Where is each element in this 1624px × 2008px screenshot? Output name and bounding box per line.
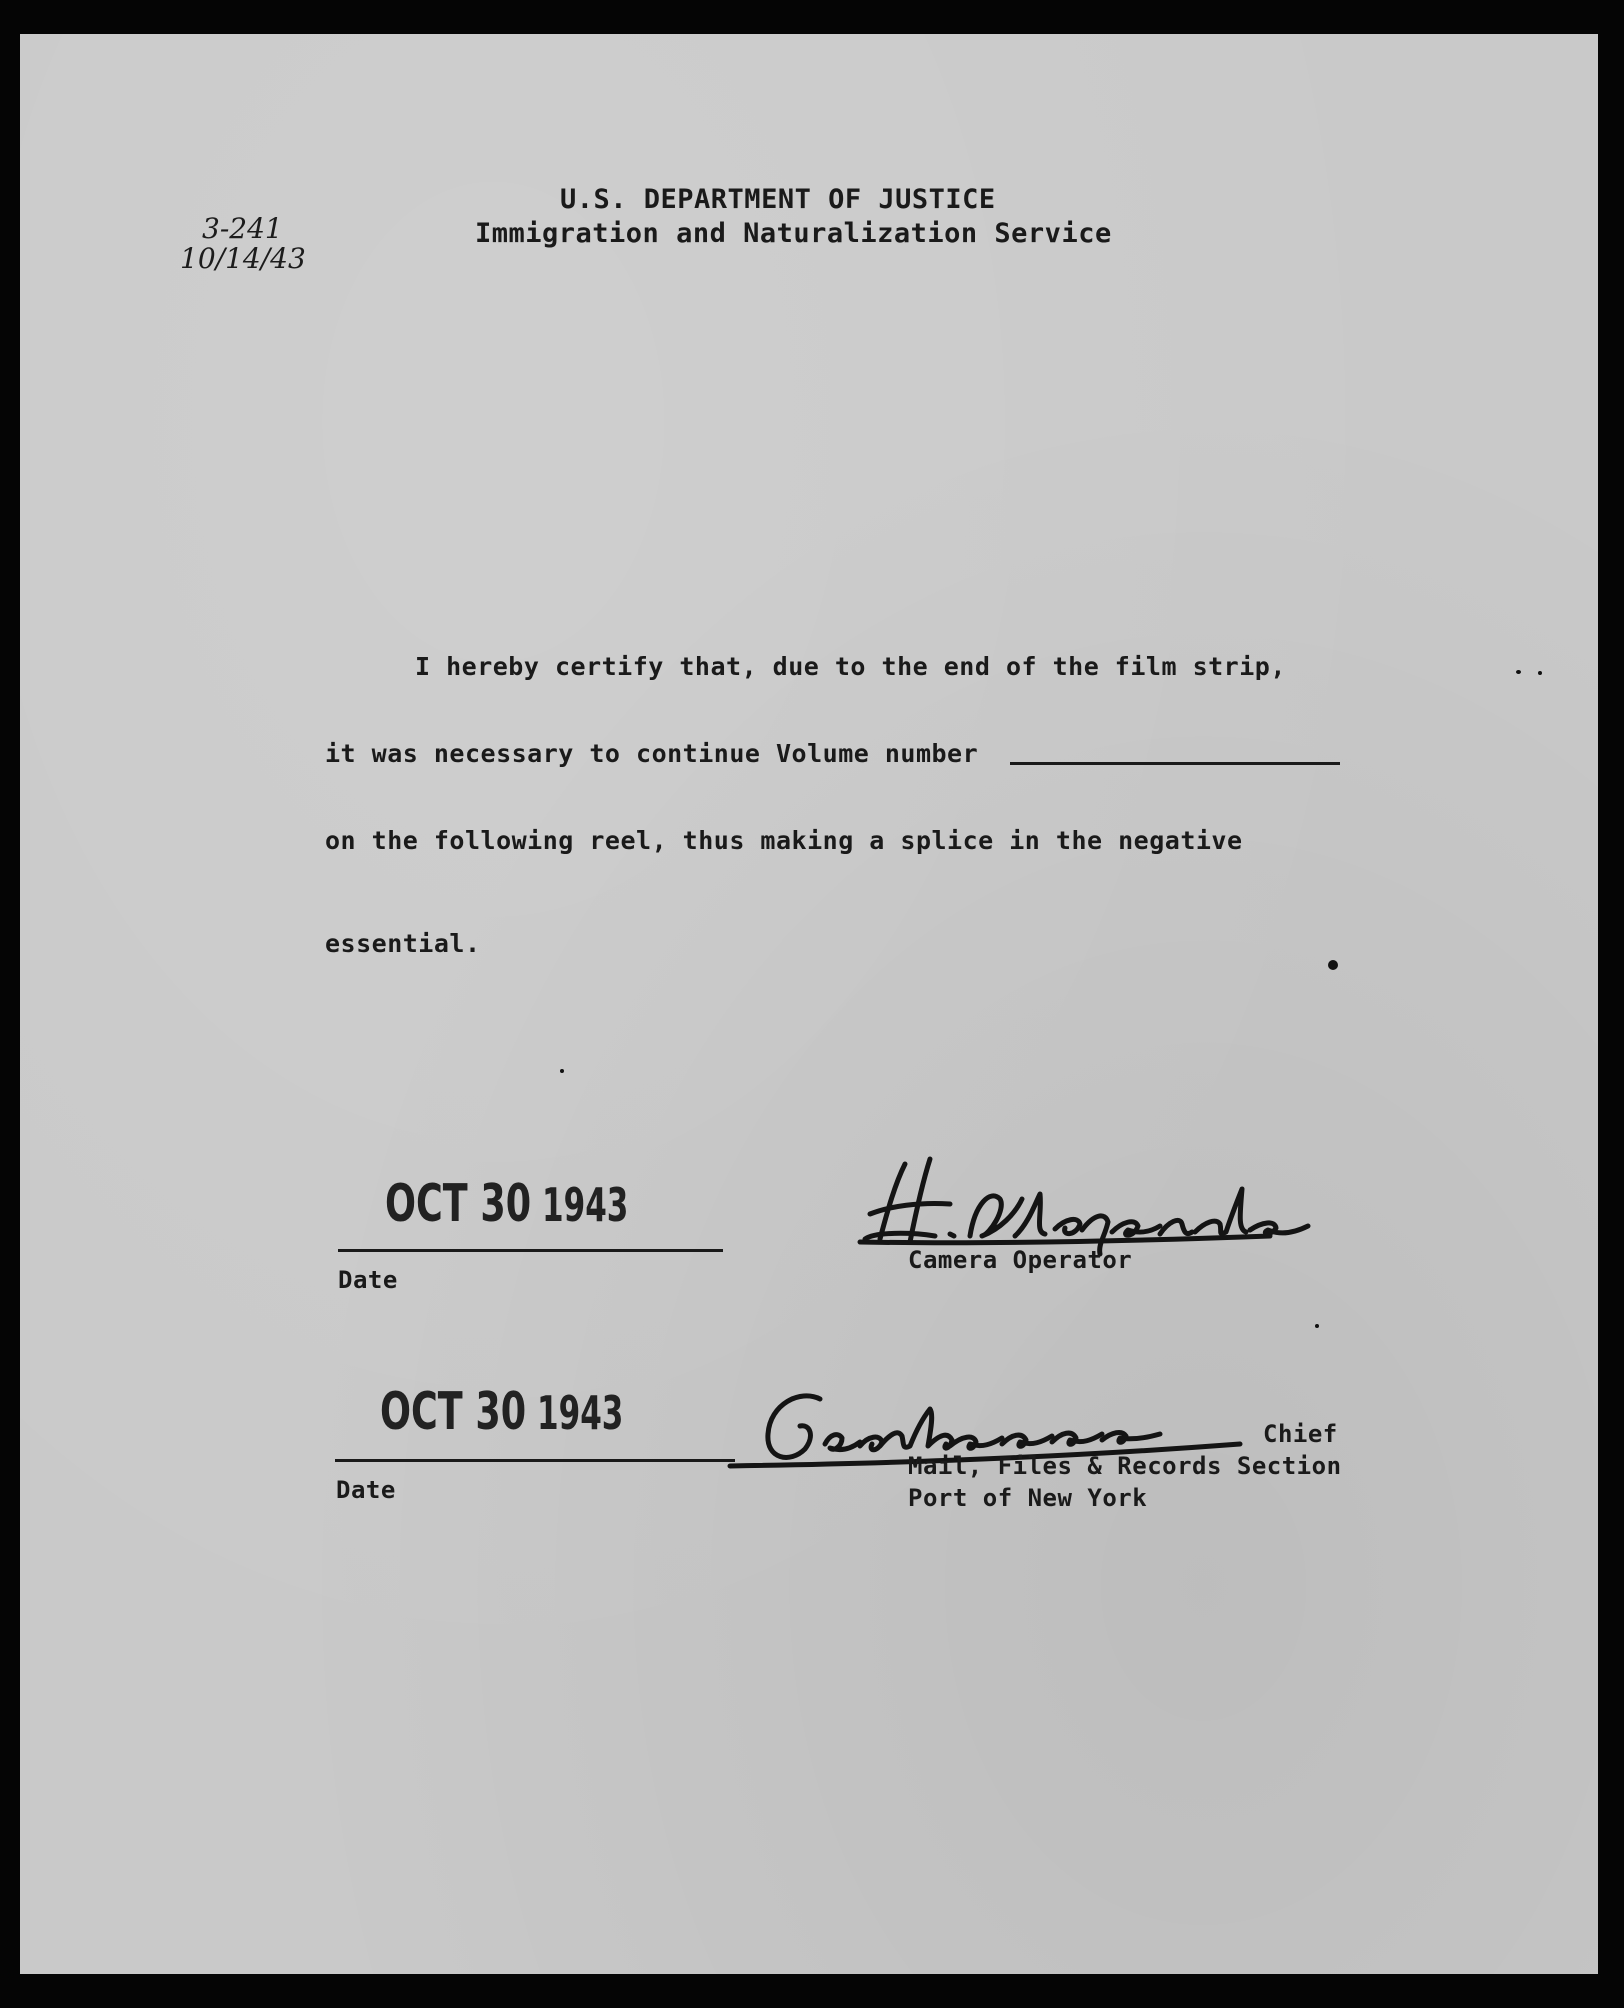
date-stamp-1-day: OCT 30	[385, 1174, 532, 1234]
department-name: U.S. DEPARTMENT OF JUSTICE	[560, 184, 996, 215]
film-speck	[1516, 670, 1521, 674]
certification-line-2: it was necessary to continue Volume number	[325, 739, 979, 768]
date-stamp-2-year: 1943	[537, 1386, 624, 1440]
date-stamp-2	[380, 1382, 653, 1442]
date-line-2	[335, 1459, 735, 1462]
port-title: Port of New York	[908, 1484, 1148, 1512]
film-speck	[1328, 960, 1338, 970]
date-line-1	[338, 1249, 723, 1252]
certification-line-1: I hereby certify that, due to the end of the film strip,	[415, 652, 1286, 681]
date-stamp-2-day: OCT 30	[380, 1382, 527, 1442]
date-label-2: Date	[336, 1476, 396, 1504]
form-code	[180, 214, 306, 274]
film-speck	[1315, 1324, 1319, 1328]
document-page	[20, 34, 1598, 1974]
service-name: Immigration and Naturalization Service	[475, 218, 1112, 249]
chief-title: Chief	[1263, 1420, 1338, 1448]
certification-line-3: on the following reel, thus making a splice in the negative	[325, 826, 1243, 855]
date-stamp-1-year: 1943	[542, 1178, 629, 1232]
date-stamp-1	[385, 1174, 658, 1234]
date-label-1: Date	[338, 1266, 398, 1294]
form-code-number: 3-241	[202, 212, 283, 245]
volume-number-blank	[1010, 762, 1340, 765]
section-title: Mail, Files & Records Section	[908, 1452, 1342, 1480]
form-code-date: 10/14/43	[180, 242, 306, 275]
certification-line-4: essential.	[325, 929, 481, 958]
film-speck	[1538, 671, 1542, 675]
film-speck	[560, 1069, 564, 1073]
camera-operator-title: Camera Operator	[908, 1246, 1133, 1274]
